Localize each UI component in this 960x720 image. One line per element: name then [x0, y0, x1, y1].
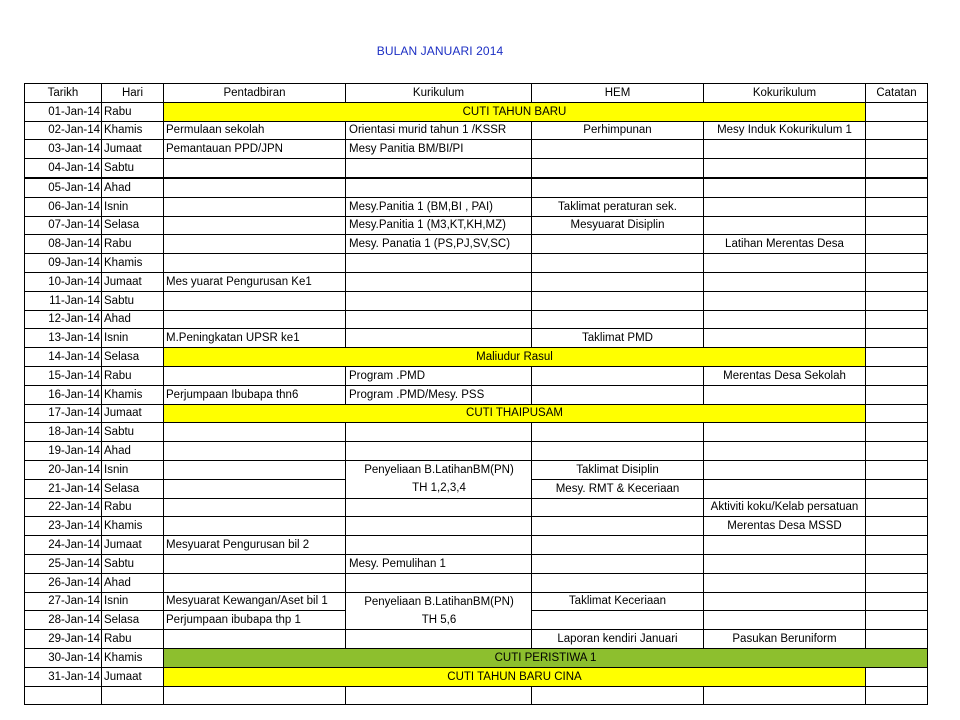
column-header-kurikulum: Kurikulum [346, 84, 532, 103]
header-row [25, 84, 928, 103]
kurikulum-cell [346, 254, 532, 273]
column-header-hari: Hari [102, 84, 164, 103]
catatan-cell [866, 366, 928, 385]
kokurikulum-cell: Mesy Induk Kokurikulum 1 [704, 121, 866, 140]
table-row [25, 442, 928, 461]
date-cell: 29-Jan-14 [25, 630, 102, 649]
table-row [25, 404, 928, 423]
hem-cell: Taklimat peraturan sek. [532, 197, 704, 216]
day-cell: Isnin [102, 329, 164, 348]
kokurikulum-cell [704, 536, 866, 555]
kokurikulum-cell [704, 291, 866, 310]
date-cell: 08-Jan-14 [25, 235, 102, 254]
day-cell: Selasa [102, 611, 164, 630]
pentadbiran-cell [164, 310, 346, 329]
date-cell: 06-Jan-14 [25, 197, 102, 216]
catatan-cell [866, 235, 928, 254]
table-row [25, 630, 928, 649]
hem-cell [532, 291, 704, 310]
hem-cell [532, 254, 704, 273]
kurikulum-cell: Mesy. Panatia 1 (PS,PJ,SV,SC) [346, 235, 532, 254]
catatan-cell [866, 310, 928, 329]
kurikulum-cell [346, 498, 532, 517]
column-header-catatan: Catatan [866, 84, 928, 103]
pentadbiran-cell [164, 423, 346, 442]
kurikulum-cell [346, 310, 532, 329]
catatan-cell [866, 404, 928, 423]
table-row [25, 291, 928, 310]
kurikulum-cell [346, 573, 532, 592]
column-header-tarikh: Tarikh [25, 84, 102, 103]
date-cell: 14-Jan-14 [25, 348, 102, 367]
table-row [25, 348, 928, 367]
kokurikulum-cell [704, 479, 866, 498]
pentadbiran-cell: Perjumpaan ibubapa thp 1 [164, 611, 346, 630]
page-title: BULAN JANUARI 2014 [376, 44, 504, 58]
day-cell: Rabu [102, 366, 164, 385]
day-cell: Ahad [102, 573, 164, 592]
day-cell: Sabtu [102, 423, 164, 442]
kurikulum-cell: Penyeliaan B.LatihanBM(PN) [346, 592, 532, 611]
kurikulum-cell: TH 1,2,3,4 [346, 479, 532, 498]
catatan-cell [866, 460, 928, 479]
hem-cell [532, 366, 704, 385]
date-cell: 23-Jan-14 [25, 517, 102, 536]
kokurikulum-cell [704, 592, 866, 611]
hem-cell: Mesyuarat Disiplin [532, 216, 704, 235]
catatan-cell [866, 554, 928, 573]
hem-cell [532, 140, 704, 159]
pentadbiran-cell [164, 197, 346, 216]
catatan-cell [866, 498, 928, 517]
kokurikulum-cell [704, 554, 866, 573]
kokurikulum-cell [704, 178, 866, 197]
day-cell: Isnin [102, 460, 164, 479]
catatan-cell [866, 573, 928, 592]
table-row [25, 517, 928, 536]
date-cell: 04-Jan-14 [25, 159, 102, 178]
date-cell: 28-Jan-14 [25, 611, 102, 630]
day-cell: Khamis [102, 648, 164, 667]
day-cell: Jumaat [102, 140, 164, 159]
day-cell: Ahad [102, 178, 164, 197]
catatan-cell [866, 272, 928, 291]
hem-cell: Taklimat PMD [532, 329, 704, 348]
date-cell: 05-Jan-14 [25, 178, 102, 197]
date-cell: 17-Jan-14 [25, 404, 102, 423]
hem-cell [532, 686, 704, 705]
pentadbiran-cell [164, 291, 346, 310]
column-header-hem: HEM [532, 84, 704, 103]
kokurikulum-cell [704, 385, 866, 404]
day-cell: Khamis [102, 517, 164, 536]
pentadbiran-cell [164, 254, 346, 273]
pentadbiran-cell [164, 554, 346, 573]
date-cell: 15-Jan-14 [25, 366, 102, 385]
date-cell: 19-Jan-14 [25, 442, 102, 461]
kokurikulum-cell [704, 442, 866, 461]
hem-cell [532, 423, 704, 442]
table-row [25, 197, 928, 216]
day-cell: Selasa [102, 348, 164, 367]
kurikulum-cell [346, 272, 532, 291]
date-cell: 31-Jan-14 [25, 667, 102, 686]
kokurikulum-cell: Pasukan Beruniform [704, 630, 866, 649]
pentadbiran-cell [164, 442, 346, 461]
table-row [25, 479, 928, 498]
table-row [25, 611, 928, 630]
kokurikulum-cell [704, 216, 866, 235]
date-cell: 03-Jan-14 [25, 140, 102, 159]
catatan-cell [866, 479, 928, 498]
kokurikulum-cell: Merentas Desa Sekolah [704, 366, 866, 385]
catatan-cell [866, 667, 928, 686]
day-cell: Rabu [102, 630, 164, 649]
hem-cell [532, 159, 704, 178]
catatan-cell [866, 216, 928, 235]
table-row [25, 235, 928, 254]
hem-cell: Perhimpunan [532, 121, 704, 140]
kurikulum-cell [346, 291, 532, 310]
day-cell: Khamis [102, 254, 164, 273]
pentadbiran-cell: Mesyuarat Pengurusan bil 2 [164, 536, 346, 555]
table-row [25, 536, 928, 555]
kurikulum-cell: Mesy.Panitia 1 (M3,KT,KH,MZ) [346, 216, 532, 235]
table-row [25, 667, 928, 686]
kokurikulum-cell [704, 272, 866, 291]
date-cell: 07-Jan-14 [25, 216, 102, 235]
pentadbiran-cell: Pemantauan PPD/JPN [164, 140, 346, 159]
table-row [25, 272, 928, 291]
catatan-cell [866, 254, 928, 273]
kurikulum-cell: TH 5,6 [346, 611, 532, 630]
catatan-cell [866, 178, 928, 197]
kurikulum-cell: Mesy Panitia BM/BI/PI [346, 140, 532, 159]
catatan-cell [866, 517, 928, 536]
day-cell: Jumaat [102, 536, 164, 555]
day-cell: Sabtu [102, 159, 164, 178]
catatan-cell [866, 348, 928, 367]
hem-cell [532, 272, 704, 291]
catatan-cell [866, 329, 928, 348]
day-cell: Jumaat [102, 404, 164, 423]
pentadbiran-cell: Mesyuarat Kewangan/Aset bil 1 [164, 592, 346, 611]
kurikulum-cell [346, 423, 532, 442]
table-row [25, 498, 928, 517]
kokurikulum-cell [704, 140, 866, 159]
pentadbiran-cell [164, 178, 346, 197]
catatan-cell [866, 140, 928, 159]
kurikulum-cell [346, 630, 532, 649]
kurikulum-cell [346, 536, 532, 555]
catatan-cell [866, 686, 928, 705]
day-cell: Khamis [102, 385, 164, 404]
table-row [25, 366, 928, 385]
catatan-cell [866, 159, 928, 178]
pentadbiran-cell: Perjumpaan Ibubapa thn6 [164, 385, 346, 404]
hem-cell [532, 573, 704, 592]
table-row [25, 102, 928, 121]
kokurikulum-cell [704, 686, 866, 705]
day-cell: Rabu [102, 102, 164, 121]
table-row [25, 140, 928, 159]
catatan-cell [866, 442, 928, 461]
hem-cell [532, 517, 704, 536]
pentadbiran-cell [164, 573, 346, 592]
date-cell: 16-Jan-14 [25, 385, 102, 404]
table-row [25, 216, 928, 235]
table-row [25, 329, 928, 348]
pentadbiran-cell [164, 517, 346, 536]
pentadbiran-cell [164, 630, 346, 649]
day-cell: Jumaat [102, 272, 164, 291]
date-cell: 20-Jan-14 [25, 460, 102, 479]
kurikulum-cell [346, 329, 532, 348]
pentadbiran-cell [164, 686, 346, 705]
holiday-banner: CUTI THAIPUSAM [164, 404, 866, 423]
catatan-cell [866, 592, 928, 611]
day-cell: Isnin [102, 197, 164, 216]
date-cell: 18-Jan-14 [25, 423, 102, 442]
table-row [25, 460, 928, 479]
column-header-pentadbiran: Pentadbiran [164, 84, 346, 103]
date-cell: 21-Jan-14 [25, 479, 102, 498]
catatan-cell [866, 197, 928, 216]
pentadbiran-cell [164, 460, 346, 479]
hem-cell [532, 536, 704, 555]
kokurikulum-cell: Merentas Desa MSSD [704, 517, 866, 536]
kurikulum-cell [346, 442, 532, 461]
kokurikulum-cell [704, 460, 866, 479]
pentadbiran-cell [164, 159, 346, 178]
kurikulum-cell: Orientasi murid tahun 1 /KSSR [346, 121, 532, 140]
hem-cell [532, 178, 704, 197]
catatan-cell [866, 536, 928, 555]
table-row [25, 310, 928, 329]
kurikulum-cell: Penyeliaan B.LatihanBM(PN) [346, 460, 532, 479]
day-cell: Sabtu [102, 291, 164, 310]
pentadbiran-cell: Mes yuarat Pengurusan Ke1 [164, 272, 346, 291]
table-row [25, 554, 928, 573]
hem-cell: Mesy. RMT & Keceriaan [532, 479, 704, 498]
day-cell: Selasa [102, 216, 164, 235]
kokurikulum-cell [704, 254, 866, 273]
date-cell: 09-Jan-14 [25, 254, 102, 273]
day-cell: Rabu [102, 235, 164, 254]
day-cell: Jumaat [102, 667, 164, 686]
kokurikulum-cell [704, 310, 866, 329]
catatan-cell [866, 630, 928, 649]
pentadbiran-cell [164, 498, 346, 517]
day-cell: Khamis [102, 121, 164, 140]
kurikulum-cell [346, 686, 532, 705]
hem-cell: Laporan kendiri Januari [532, 630, 704, 649]
holiday-banner: CUTI TAHUN BARU [164, 102, 866, 121]
pentadbiran-cell [164, 479, 346, 498]
date-cell: 24-Jan-14 [25, 536, 102, 555]
schedule-table [24, 83, 928, 705]
hem-cell [532, 442, 704, 461]
date-cell: 13-Jan-14 [25, 329, 102, 348]
table-row [25, 159, 928, 178]
kurikulum-cell: Mesy.Panitia 1 (BM,BI , PAI) [346, 197, 532, 216]
pentadbiran-cell: M.Peningkatan UPSR ke1 [164, 329, 346, 348]
pentadbiran-cell: Permulaan sekolah [164, 121, 346, 140]
day-cell: Selasa [102, 479, 164, 498]
holiday-banner: Maliudur Rasul [164, 348, 866, 367]
catatan-cell [866, 291, 928, 310]
table-row [25, 648, 928, 667]
hem-cell [532, 385, 704, 404]
pentadbiran-cell [164, 235, 346, 254]
kurikulum-cell [346, 178, 532, 197]
date-cell: 02-Jan-14 [25, 121, 102, 140]
catatan-cell [866, 385, 928, 404]
date-cell: 25-Jan-14 [25, 554, 102, 573]
date-cell: 10-Jan-14 [25, 272, 102, 291]
kokurikulum-cell: Aktiviti koku/Kelab persatuan [704, 498, 866, 517]
hem-cell [532, 611, 704, 630]
kurikulum-cell: Program .PMD [346, 366, 532, 385]
hem-cell: Taklimat Disiplin [532, 460, 704, 479]
day-cell: Sabtu [102, 554, 164, 573]
day-cell: Ahad [102, 310, 164, 329]
pentadbiran-cell [164, 366, 346, 385]
date-cell [25, 686, 102, 705]
kokurikulum-cell [704, 423, 866, 442]
catatan-cell [866, 121, 928, 140]
catatan-cell [866, 423, 928, 442]
kurikulum-cell [346, 517, 532, 536]
holiday-banner: CUTI PERISTIWA 1 [164, 648, 928, 667]
date-cell: 26-Jan-14 [25, 573, 102, 592]
date-cell: 27-Jan-14 [25, 592, 102, 611]
hem-cell: Taklimat Keceriaan [532, 592, 704, 611]
catatan-cell [866, 611, 928, 630]
day-cell: Isnin [102, 592, 164, 611]
kokurikulum-cell [704, 329, 866, 348]
table-row [25, 686, 928, 705]
kurikulum-cell [346, 159, 532, 178]
day-cell [102, 686, 164, 705]
kokurikulum-cell [704, 573, 866, 592]
hem-cell [532, 310, 704, 329]
date-cell: 01-Jan-14 [25, 102, 102, 121]
table-row [25, 573, 928, 592]
holiday-banner: CUTI TAHUN BARU CINA [164, 667, 866, 686]
kurikulum-cell: Program .PMD/Mesy. PSS [346, 385, 532, 404]
table-row [25, 178, 928, 197]
kokurikulum-cell [704, 159, 866, 178]
column-header-kokurikulum: Kokurikulum [704, 84, 866, 103]
day-cell: Rabu [102, 498, 164, 517]
hem-cell [532, 498, 704, 517]
hem-cell [532, 235, 704, 254]
date-cell: 11-Jan-14 [25, 291, 102, 310]
kurikulum-cell: Mesy. Pemulihan 1 [346, 554, 532, 573]
kokurikulum-cell: Latihan Merentas Desa [704, 235, 866, 254]
kokurikulum-cell [704, 197, 866, 216]
hem-cell [532, 554, 704, 573]
table-row [25, 385, 928, 404]
date-cell: 30-Jan-14 [25, 648, 102, 667]
table-row [25, 423, 928, 442]
day-cell: Ahad [102, 442, 164, 461]
kokurikulum-cell [704, 611, 866, 630]
catatan-cell [866, 102, 928, 121]
table-row [25, 254, 928, 273]
date-cell: 22-Jan-14 [25, 498, 102, 517]
pentadbiran-cell [164, 216, 346, 235]
table-row [25, 592, 928, 611]
table-row [25, 121, 928, 140]
date-cell: 12-Jan-14 [25, 310, 102, 329]
